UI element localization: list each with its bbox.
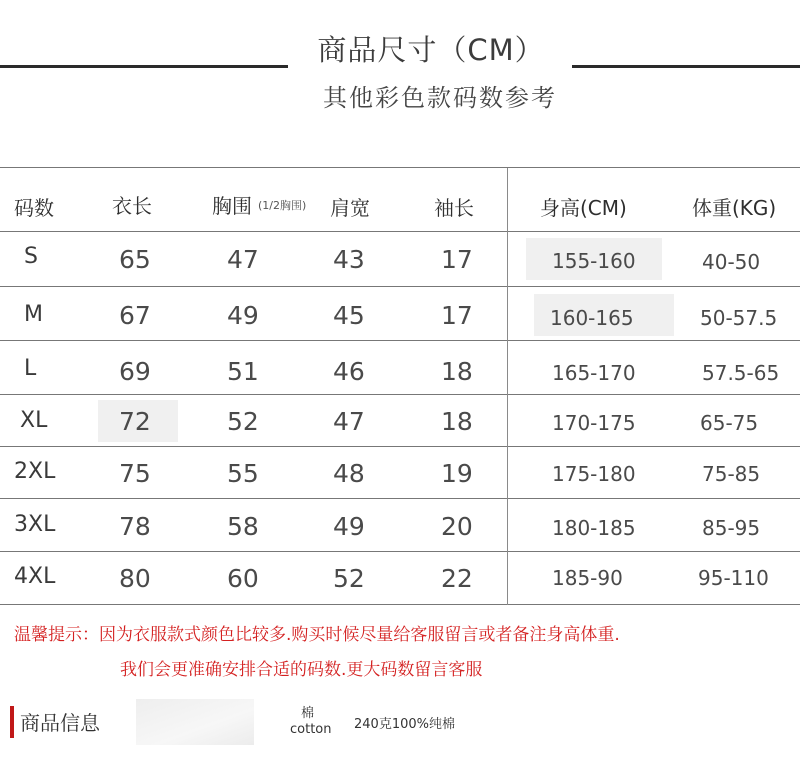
table-row-divider: [0, 498, 800, 499]
info-accent-bar: [10, 706, 14, 738]
product-info-label: 商品信息: [20, 711, 100, 735]
cell-chest: 51: [227, 357, 259, 386]
cell-weight: 85-95: [702, 516, 761, 540]
title-rule-left: [0, 65, 288, 68]
cell-weight: 75-85: [702, 462, 761, 486]
cell-chest: 55: [227, 459, 259, 488]
page-subtitle: 其他彩色款码数参考: [323, 84, 557, 112]
cell-weight: 95-110: [698, 566, 769, 590]
cell-height: 185-90: [552, 566, 623, 590]
table-row-divider: [0, 551, 800, 552]
header-shoulder: 肩宽: [330, 196, 370, 220]
cell-height: 160-165: [550, 306, 634, 330]
cell-shoulder: 49: [333, 512, 365, 541]
cell-size: 2XL: [14, 459, 56, 484]
page-title: 商品尺寸（CM）: [317, 33, 545, 67]
cell-sleeve: 20: [441, 512, 473, 541]
table-row-divider: [0, 446, 800, 447]
cell-length: 72: [119, 407, 151, 436]
table-column-divider: [507, 168, 508, 605]
table-row-divider: [0, 394, 800, 395]
cell-size: 4XL: [14, 564, 56, 589]
header-weight: 体重(KG): [692, 196, 777, 220]
cell-height: 180-185: [552, 516, 636, 540]
cell-height: 165-170: [552, 361, 636, 385]
table-row-divider: [0, 286, 800, 287]
notice-line-1: 温馨提示：因为衣服款式颜色比较多.购买时候尽量给客服留言或者备注身高体重.: [14, 625, 620, 645]
header-height: 身高(CM): [540, 196, 627, 220]
cell-sleeve: 18: [441, 357, 473, 386]
title-rule-right: [572, 65, 800, 68]
cell-sleeve: 18: [441, 407, 473, 436]
cell-sleeve: 17: [441, 301, 473, 330]
fabric-swatch-image: [136, 699, 254, 745]
title-section: [0, 18, 800, 78]
cell-shoulder: 52: [333, 564, 365, 593]
table-row-divider: [0, 340, 800, 341]
header-chest: 胸围: [212, 194, 252, 218]
cell-weight: 50-57.5: [700, 306, 778, 330]
cell-size: XL: [20, 408, 48, 433]
cell-shoulder: 46: [333, 357, 365, 386]
cell-height: 155-160: [552, 249, 636, 273]
cell-chest: 58: [227, 512, 259, 541]
cell-chest: 49: [227, 301, 259, 330]
cell-sleeve: 17: [441, 245, 473, 274]
notice-line-2: 我们会更准确安排合适的码数.更大码数留言客服: [120, 660, 483, 680]
header-chest-note: (1/2胸围): [258, 199, 307, 212]
cell-chest: 52: [227, 407, 259, 436]
header-length: 衣长: [112, 194, 152, 218]
cell-height: 170-175: [552, 411, 636, 435]
material-english: cotton: [290, 722, 332, 737]
cell-size: L: [24, 356, 37, 381]
cell-length: 80: [119, 564, 151, 593]
material-description: 240克100%纯棉: [354, 717, 455, 732]
cell-shoulder: 45: [333, 301, 365, 330]
cell-size: 3XL: [14, 512, 56, 537]
cell-height: 175-180: [552, 462, 636, 486]
header-sleeve: 袖长: [434, 196, 474, 220]
cell-size: S: [24, 244, 38, 269]
cell-length: 69: [119, 357, 151, 386]
cell-weight: 65-75: [700, 411, 759, 435]
cell-chest: 60: [227, 564, 259, 593]
cell-length: 75: [119, 459, 151, 488]
cell-sleeve: 22: [441, 564, 473, 593]
cell-weight: 40-50: [702, 250, 761, 274]
table-header-divider: [0, 231, 800, 232]
cell-weight: 57.5-65: [702, 361, 780, 385]
cell-chest: 47: [227, 245, 259, 274]
cell-shoulder: 48: [333, 459, 365, 488]
cell-length: 78: [119, 512, 151, 541]
cell-size: M: [24, 302, 43, 327]
cell-shoulder: 43: [333, 245, 365, 274]
table-top-border: [0, 167, 800, 168]
table-bottom-border: [0, 604, 800, 605]
cell-length: 67: [119, 301, 151, 330]
header-size: 码数: [14, 196, 54, 220]
cell-sleeve: 19: [441, 459, 473, 488]
cell-length: 65: [119, 245, 151, 274]
material-chinese: 棉: [301, 706, 315, 721]
cell-shoulder: 47: [333, 407, 365, 436]
